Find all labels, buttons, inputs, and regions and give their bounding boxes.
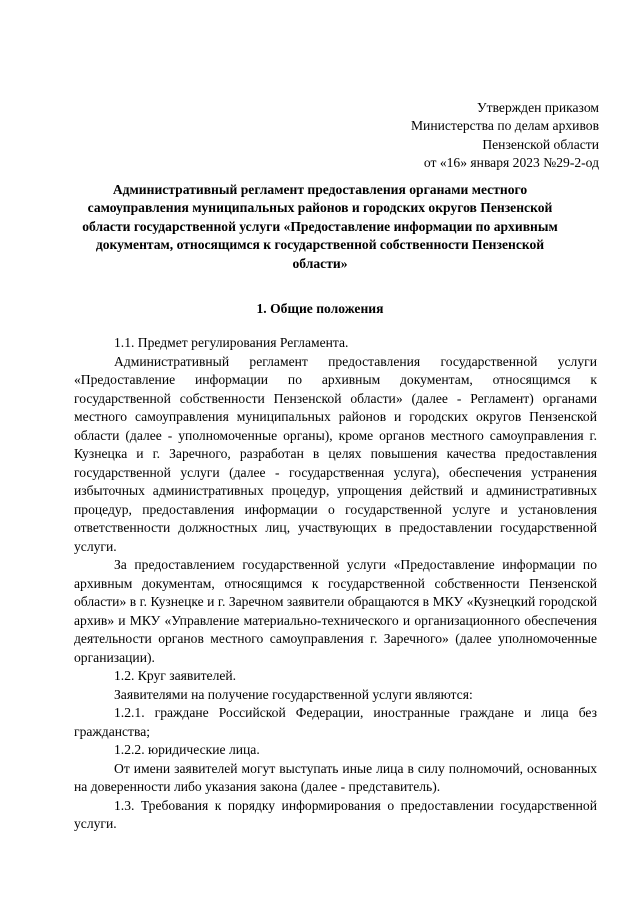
paragraph: 1.1. Предмет регулирования Регламента. xyxy=(114,335,349,350)
approval-line: Пензенской области xyxy=(482,136,599,152)
paragraph: 1.2.1. граждане Российской Федерации, иностранные граждане и лица без гражданства; xyxy=(74,705,597,739)
paragraph: Административный регламент предоставления государственной услуги «Предоставление информации по архивным документам, относящимся к государственной собственности Пензенской области» (далее - Регламент) органами местного самоуправления муниципальных районов и городских округов Пензенской области (далее - уполномоченные органы), кроме органов местного самоуправления г. Кузнецка и г. Заречного, разработан в целях повышения качества предоставления государственной услуги (далее - государственная услуга), обеспечения устранения избыточных административных процедур, упрощения действий и административных процедур, предоставления информации о государственной услуге и установления ответственности должностных лиц, участвующих в предоставлении государственной услуги. xyxy=(74,353,597,554)
section-body xyxy=(74,334,597,834)
document-title: Административный регламент предоставления органами местного самоуправления муниципальных районов и городских округов Пензенской области государственной услуги «Предоставление информации по архивным документам, относящимся к государственной собственности Пензенской области» xyxy=(82,182,558,271)
paragraph: 1.2.2. юридические лица. xyxy=(114,742,260,757)
approval-line: Министерства по делам архивов xyxy=(410,118,599,134)
paragraph: За предоставлением государственной услуги «Предоставление информации по архивным документам, относящимся к государственной собственности Пензенской области» в г. Кузнецке и г. Заречном заявители обращаются в МКУ «Кузнецкий городской архив» и МКУ «Управление материально-технического и организационного обеспечения деятельности органов местного самоуправления г. Заречного» (далее уполномоченные организации). xyxy=(74,557,597,665)
approval-line: Утвержден приказом xyxy=(477,100,599,115)
approval-stamp xyxy=(411,99,599,173)
paragraph: 1.2. Круг заявителей. xyxy=(114,668,237,683)
paragraph: Заявителями на получение государственной услуги являются: xyxy=(114,686,473,702)
section-heading: 1. Общие положения xyxy=(256,301,384,316)
paragraph: От имени заявителей могут выступать иные лица в силу полномочий, основанных на доверенности либо указания закона (далее - представитель). xyxy=(74,760,597,794)
paragraph: 1.3. Требования к порядку информирования о предоставлении государственной услуги. xyxy=(74,797,597,831)
approval-date-line: от «16» января 2023 №29-2-од xyxy=(423,155,599,171)
